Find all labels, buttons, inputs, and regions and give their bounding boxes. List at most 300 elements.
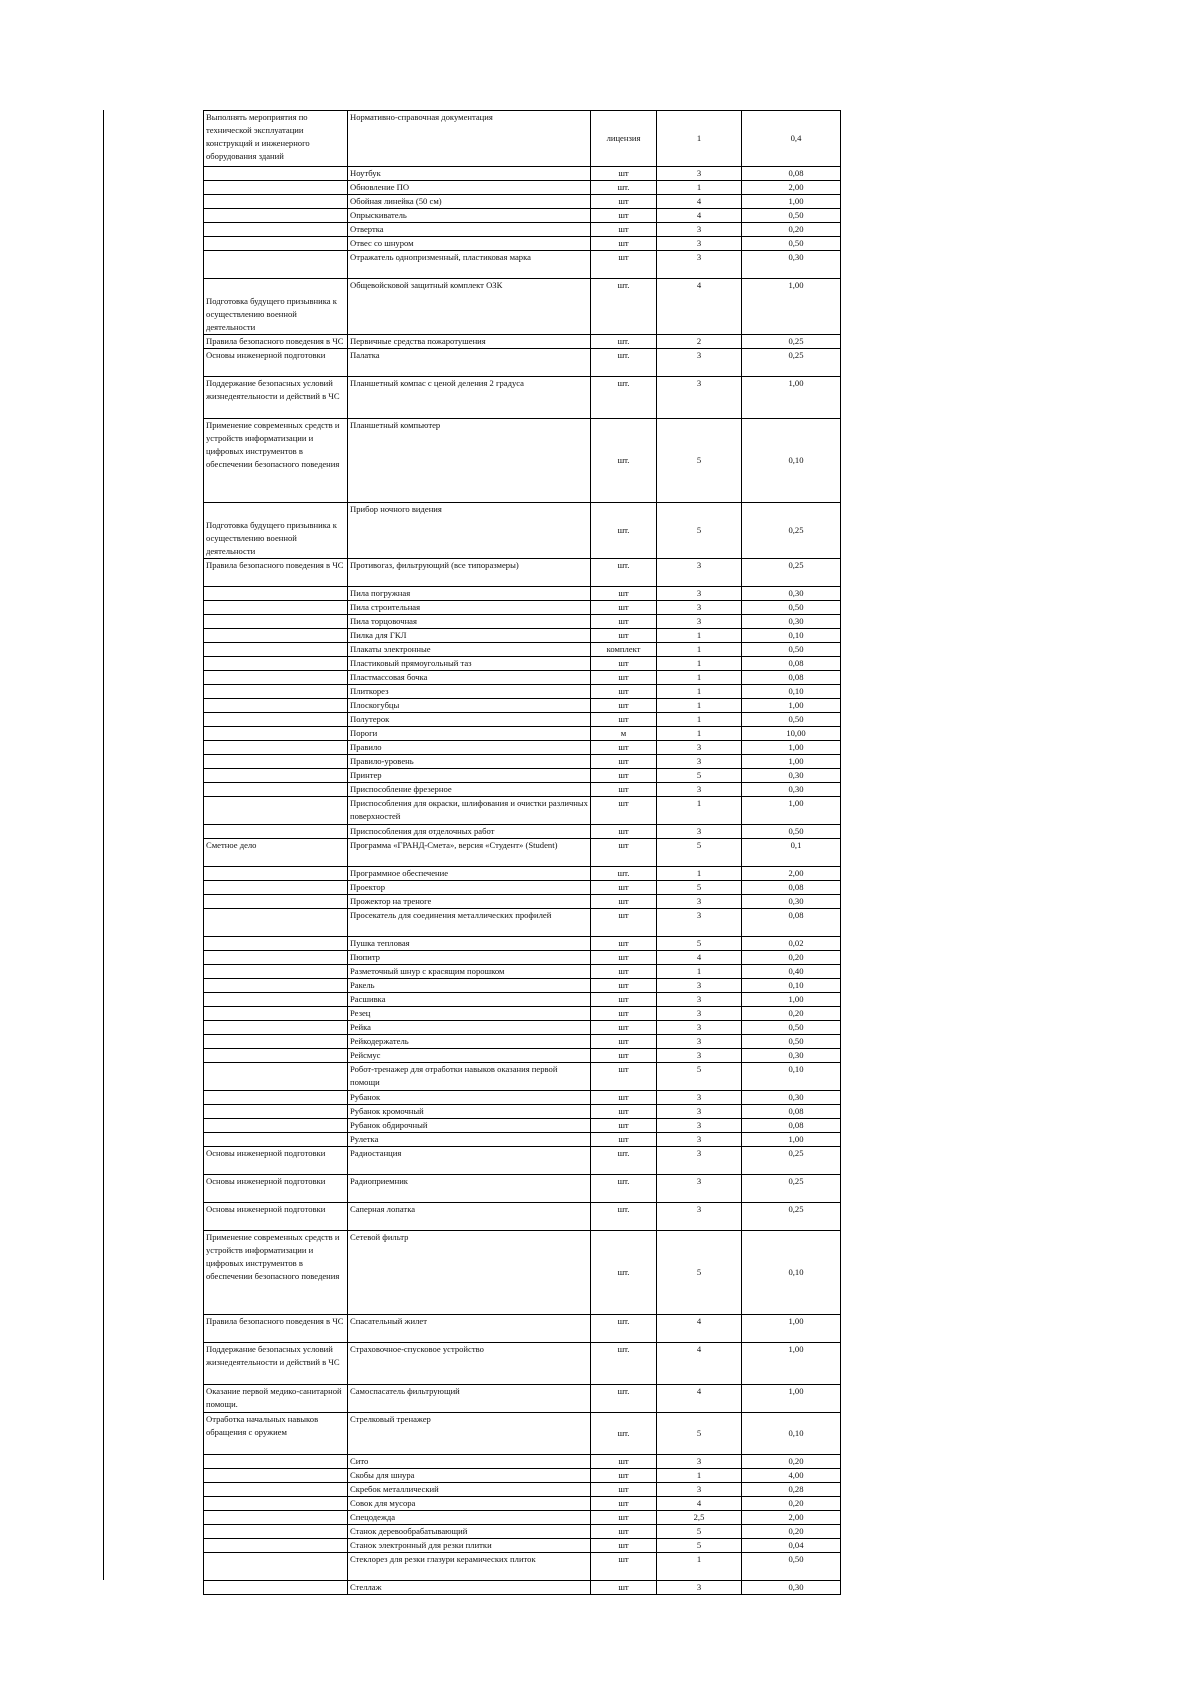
coefficient-cell: 1,00 bbox=[742, 755, 841, 769]
item-name-cell: Правило bbox=[348, 741, 591, 755]
quantity-cell: 5 bbox=[657, 839, 742, 867]
quantity-cell: 4 bbox=[657, 1497, 742, 1511]
item-name-cell: Рубанок bbox=[348, 1091, 591, 1105]
section-cell: Основы инженерной подготовки bbox=[204, 1147, 348, 1175]
item-name-cell: Скобы для шнура bbox=[348, 1469, 591, 1483]
item-name-cell: Программное обеспечение bbox=[348, 867, 591, 881]
coefficient-cell: 0,30 bbox=[742, 251, 841, 279]
section-cell bbox=[204, 895, 348, 909]
quantity-cell: 5 bbox=[657, 1539, 742, 1553]
quantity-cell: 3 bbox=[657, 1091, 742, 1105]
item-name-cell: Правило-уровень bbox=[348, 755, 591, 769]
section-cell: Основы инженерной подготовки bbox=[204, 1203, 348, 1231]
item-name-cell: Станок электронный для резки плитки bbox=[348, 1539, 591, 1553]
table-row bbox=[204, 1539, 841, 1553]
unit-cell: шт. bbox=[591, 279, 657, 335]
coefficient-cell: 0,10 bbox=[742, 1413, 841, 1455]
coefficient-cell: 0,50 bbox=[742, 1035, 841, 1049]
item-name-cell: Противогаз, фильтрующий (все типоразмеры) bbox=[348, 559, 591, 587]
coefficient-cell: 0,50 bbox=[742, 825, 841, 839]
coefficient-cell: 1,00 bbox=[742, 797, 841, 825]
quantity-cell: 3 bbox=[657, 559, 742, 587]
table-row bbox=[204, 111, 841, 167]
item-name-cell: Отражатель однопризменный, пластиковая марка bbox=[348, 251, 591, 279]
unit-cell: шт bbox=[591, 755, 657, 769]
table-row bbox=[204, 1497, 841, 1511]
unit-cell: шт bbox=[591, 1091, 657, 1105]
item-name-cell: Расшивка bbox=[348, 993, 591, 1007]
table-row bbox=[204, 769, 841, 783]
item-name-cell: Совок для мусора bbox=[348, 1497, 591, 1511]
section-cell bbox=[204, 181, 348, 195]
quantity-cell: 3 bbox=[657, 1049, 742, 1063]
item-name-cell: Ноутбук bbox=[348, 167, 591, 181]
coefficient-cell: 0,50 bbox=[742, 643, 841, 657]
item-name-cell: Приспособления для окраски, шлифования и очистки различных поверхностей bbox=[348, 797, 591, 825]
table-row bbox=[204, 909, 841, 937]
item-name-cell: Пила погружная bbox=[348, 587, 591, 601]
section-cell bbox=[204, 237, 348, 251]
unit-cell: шт bbox=[591, 223, 657, 237]
table-row bbox=[204, 503, 841, 559]
table-row bbox=[204, 713, 841, 727]
quantity-cell: 1 bbox=[657, 699, 742, 713]
coefficient-cell: 1,00 bbox=[742, 377, 841, 419]
coefficient-cell: 1,00 bbox=[742, 1385, 841, 1413]
section-cell: Поддержание безопасных условий жизнедеятельности и действий в ЧС bbox=[204, 1343, 348, 1385]
section-cell bbox=[204, 601, 348, 615]
quantity-cell: 1 bbox=[657, 657, 742, 671]
coefficient-cell: 0,25 bbox=[742, 559, 841, 587]
quantity-cell: 3 bbox=[657, 1175, 742, 1203]
quantity-cell: 2,5 bbox=[657, 1511, 742, 1525]
section-cell bbox=[204, 1553, 348, 1581]
item-name-cell: Пороги bbox=[348, 727, 591, 741]
item-name-cell: Планшетный компас с ценой деления 2 градуса bbox=[348, 377, 591, 419]
section-cell bbox=[204, 909, 348, 937]
coefficient-cell: 1,00 bbox=[742, 195, 841, 209]
unit-cell: шт bbox=[591, 1049, 657, 1063]
coefficient-cell: 0,08 bbox=[742, 1119, 841, 1133]
table-row bbox=[204, 1511, 841, 1525]
unit-cell: шт bbox=[591, 251, 657, 279]
coefficient-cell: 0,25 bbox=[742, 1203, 841, 1231]
unit-cell: шт. bbox=[591, 867, 657, 881]
quantity-cell: 1 bbox=[657, 1469, 742, 1483]
item-name-cell: Разметочный шнур с красящим порошком bbox=[348, 965, 591, 979]
table-row bbox=[204, 727, 841, 741]
section-cell bbox=[204, 965, 348, 979]
section-cell bbox=[204, 1497, 348, 1511]
equipment-table bbox=[203, 110, 841, 1595]
quantity-cell: 4 bbox=[657, 951, 742, 965]
quantity-cell: 3 bbox=[657, 1119, 742, 1133]
section-cell bbox=[204, 685, 348, 699]
table-row bbox=[204, 1525, 841, 1539]
quantity-cell: 3 bbox=[657, 1203, 742, 1231]
table-row bbox=[204, 1035, 841, 1049]
quantity-cell: 5 bbox=[657, 503, 742, 559]
coefficient-cell: 0,10 bbox=[742, 629, 841, 643]
item-name-cell: Пластмассовая бочка bbox=[348, 671, 591, 685]
quantity-cell: 3 bbox=[657, 1455, 742, 1469]
table-row bbox=[204, 755, 841, 769]
section-cell bbox=[204, 1469, 348, 1483]
table-row bbox=[204, 1175, 841, 1203]
quantity-cell: 3 bbox=[657, 1581, 742, 1595]
coefficient-cell: 0,25 bbox=[742, 503, 841, 559]
item-name-cell: Опрыскиватель bbox=[348, 209, 591, 223]
quantity-cell: 4 bbox=[657, 1315, 742, 1343]
quantity-cell: 3 bbox=[657, 377, 742, 419]
table-row bbox=[204, 979, 841, 993]
unit-cell: шт. bbox=[591, 559, 657, 587]
table-row bbox=[204, 797, 841, 825]
table-row bbox=[204, 1063, 841, 1091]
section-cell bbox=[204, 671, 348, 685]
section-cell: Правила безопасного поведения в ЧС bbox=[204, 559, 348, 587]
item-name-cell: Рейсмус bbox=[348, 1049, 591, 1063]
table-row bbox=[204, 937, 841, 951]
coefficient-cell: 1,00 bbox=[742, 1315, 841, 1343]
unit-cell: шт bbox=[591, 965, 657, 979]
section-cell bbox=[204, 657, 348, 671]
quantity-cell: 4 bbox=[657, 279, 742, 335]
unit-cell: комплект bbox=[591, 643, 657, 657]
section-cell bbox=[204, 1133, 348, 1147]
item-name-cell: Проектор bbox=[348, 881, 591, 895]
quantity-cell: 3 bbox=[657, 1133, 742, 1147]
quantity-cell: 3 bbox=[657, 237, 742, 251]
table-row bbox=[204, 1553, 841, 1581]
section-cell bbox=[204, 741, 348, 755]
section-cell bbox=[204, 251, 348, 279]
item-name-cell: Рулетка bbox=[348, 1133, 591, 1147]
section-cell bbox=[204, 783, 348, 797]
item-name-cell: Пюпитр bbox=[348, 951, 591, 965]
table-row bbox=[204, 209, 841, 223]
coefficient-cell: 0,10 bbox=[742, 685, 841, 699]
unit-cell: шт bbox=[591, 839, 657, 867]
item-name-cell: Плакаты электронные bbox=[348, 643, 591, 657]
section-cell bbox=[204, 167, 348, 181]
unit-cell: шт bbox=[591, 195, 657, 209]
table-row bbox=[204, 699, 841, 713]
quantity-cell: 1 bbox=[657, 629, 742, 643]
section-cell bbox=[204, 629, 348, 643]
table-row bbox=[204, 1483, 841, 1497]
section-cell: Поддержание безопасных условий жизнедеятельности и действий в ЧС bbox=[204, 377, 348, 419]
quantity-cell: 5 bbox=[657, 419, 742, 503]
quantity-cell: 1 bbox=[657, 685, 742, 699]
item-name-cell: Стеклорез для резки глазури керамических плиток bbox=[348, 1553, 591, 1581]
table-row bbox=[204, 657, 841, 671]
item-name-cell: Рубанок кромочный bbox=[348, 1105, 591, 1119]
coefficient-cell: 1,00 bbox=[742, 699, 841, 713]
quantity-cell: 5 bbox=[657, 1413, 742, 1455]
coefficient-cell: 0,20 bbox=[742, 1007, 841, 1021]
quantity-cell: 3 bbox=[657, 993, 742, 1007]
unit-cell: шт bbox=[591, 741, 657, 755]
section-cell bbox=[204, 1063, 348, 1091]
item-name-cell: Общевойсковой защитный комплект ОЗК bbox=[348, 279, 591, 335]
unit-cell: шт bbox=[591, 671, 657, 685]
unit-cell: шт bbox=[591, 657, 657, 671]
table-row bbox=[204, 741, 841, 755]
section-cell: Подготовка будущего призывника к осуществлению военной деятельности bbox=[204, 279, 348, 335]
quantity-cell: 1 bbox=[657, 727, 742, 741]
section-cell bbox=[204, 727, 348, 741]
section-cell bbox=[204, 643, 348, 657]
coefficient-cell: 1,00 bbox=[742, 279, 841, 335]
coefficient-cell: 0,08 bbox=[742, 671, 841, 685]
unit-cell: шт bbox=[591, 1455, 657, 1469]
coefficient-cell: 2,00 bbox=[742, 181, 841, 195]
section-cell bbox=[204, 1119, 348, 1133]
item-name-cell: Скребок металлический bbox=[348, 1483, 591, 1497]
section-cell bbox=[204, 1007, 348, 1021]
unit-cell: шт bbox=[591, 909, 657, 937]
table-row bbox=[204, 335, 841, 349]
quantity-cell: 3 bbox=[657, 601, 742, 615]
unit-cell: шт bbox=[591, 937, 657, 951]
table-row bbox=[204, 1021, 841, 1035]
table-row bbox=[204, 881, 841, 895]
table-row bbox=[204, 1091, 841, 1105]
section-cell bbox=[204, 1511, 348, 1525]
unit-cell: шт bbox=[591, 951, 657, 965]
coefficient-cell: 0,20 bbox=[742, 1525, 841, 1539]
item-name-cell: Радиостанция bbox=[348, 1147, 591, 1175]
quantity-cell: 3 bbox=[657, 251, 742, 279]
section-cell bbox=[204, 587, 348, 601]
unit-cell: шт. bbox=[591, 1343, 657, 1385]
item-name-cell: Плиткорез bbox=[348, 685, 591, 699]
coefficient-cell: 0,50 bbox=[742, 1553, 841, 1581]
quantity-cell: 3 bbox=[657, 349, 742, 377]
section-cell bbox=[204, 993, 348, 1007]
table-row bbox=[204, 1231, 841, 1315]
unit-cell: шт. bbox=[591, 1413, 657, 1455]
section-cell: Применение современных средств и устройств информатизации и цифровых инструментов в обеспечении безопасного поведения bbox=[204, 1231, 348, 1315]
quantity-cell: 1 bbox=[657, 111, 742, 167]
coefficient-cell: 1,00 bbox=[742, 1133, 841, 1147]
quantity-cell: 3 bbox=[657, 979, 742, 993]
table-row bbox=[204, 1147, 841, 1175]
unit-cell: шт bbox=[591, 881, 657, 895]
table-row bbox=[204, 643, 841, 657]
coefficient-cell: 0,28 bbox=[742, 1483, 841, 1497]
coefficient-cell: 0,4 bbox=[742, 111, 841, 167]
coefficient-cell: 0,08 bbox=[742, 881, 841, 895]
coefficient-cell: 0,25 bbox=[742, 1147, 841, 1175]
section-cell: Основы инженерной подготовки bbox=[204, 1175, 348, 1203]
section-cell: Сметное дело bbox=[204, 839, 348, 867]
unit-cell: шт bbox=[591, 1035, 657, 1049]
coefficient-cell: 0,30 bbox=[742, 783, 841, 797]
unit-cell: шт bbox=[591, 699, 657, 713]
quantity-cell: 4 bbox=[657, 195, 742, 209]
coefficient-cell: 0,30 bbox=[742, 615, 841, 629]
quantity-cell: 3 bbox=[657, 1147, 742, 1175]
coefficient-cell: 0,08 bbox=[742, 909, 841, 937]
unit-cell: шт. bbox=[591, 1203, 657, 1231]
unit-cell: шт bbox=[591, 615, 657, 629]
section-cell: Применение современных средств и устройств информатизации и цифровых инструментов в обеспечении безопасного поведения bbox=[204, 419, 348, 503]
section-cell bbox=[204, 615, 348, 629]
unit-cell: шт bbox=[591, 1007, 657, 1021]
coefficient-cell: 0,20 bbox=[742, 223, 841, 237]
table-row bbox=[204, 1343, 841, 1385]
unit-cell: шт bbox=[591, 685, 657, 699]
unit-cell: шт. bbox=[591, 335, 657, 349]
section-cell bbox=[204, 1021, 348, 1035]
quantity-cell: 5 bbox=[657, 937, 742, 951]
item-name-cell: Приспособления для отделочных работ bbox=[348, 825, 591, 839]
coefficient-cell: 0,20 bbox=[742, 1497, 841, 1511]
quantity-cell: 4 bbox=[657, 209, 742, 223]
table-row bbox=[204, 685, 841, 699]
item-name-cell: Пила строительная bbox=[348, 601, 591, 615]
unit-cell: шт bbox=[591, 1021, 657, 1035]
quantity-cell: 1 bbox=[657, 671, 742, 685]
table-row bbox=[204, 1049, 841, 1063]
section-cell bbox=[204, 937, 348, 951]
table-row bbox=[204, 1469, 841, 1483]
coefficient-cell: 0,1 bbox=[742, 839, 841, 867]
table-row bbox=[204, 965, 841, 979]
item-name-cell: Сито bbox=[348, 1455, 591, 1469]
quantity-cell: 2 bbox=[657, 335, 742, 349]
item-name-cell: Резец bbox=[348, 1007, 591, 1021]
unit-cell: шт. bbox=[591, 1385, 657, 1413]
unit-cell: шт bbox=[591, 587, 657, 601]
table-row bbox=[204, 251, 841, 279]
table-row bbox=[204, 377, 841, 419]
table-row bbox=[204, 895, 841, 909]
table-row bbox=[204, 951, 841, 965]
item-name-cell: Пилка для ГКЛ bbox=[348, 629, 591, 643]
item-name-cell: Робот-тренажер для отработки навыков оказания первой помощи bbox=[348, 1063, 591, 1091]
section-cell bbox=[204, 797, 348, 825]
unit-cell: шт bbox=[591, 895, 657, 909]
item-name-cell: Пила торцовочная bbox=[348, 615, 591, 629]
coefficient-cell: 1,00 bbox=[742, 741, 841, 755]
table-row bbox=[204, 1455, 841, 1469]
item-name-cell: Отвертка bbox=[348, 223, 591, 237]
section-cell bbox=[204, 195, 348, 209]
item-name-cell: Полутерок bbox=[348, 713, 591, 727]
table-row bbox=[204, 783, 841, 797]
unit-cell: шт bbox=[591, 1539, 657, 1553]
unit-cell: шт bbox=[591, 769, 657, 783]
unit-cell: шт bbox=[591, 1063, 657, 1091]
coefficient-cell: 0,20 bbox=[742, 1455, 841, 1469]
unit-cell: шт bbox=[591, 1497, 657, 1511]
section-cell bbox=[204, 979, 348, 993]
unit-cell: шт. bbox=[591, 419, 657, 503]
section-cell bbox=[204, 825, 348, 839]
coefficient-cell: 0,50 bbox=[742, 237, 841, 251]
table-row bbox=[204, 601, 841, 615]
unit-cell: шт bbox=[591, 713, 657, 727]
section-cell bbox=[204, 1525, 348, 1539]
table-row bbox=[204, 839, 841, 867]
table-row bbox=[204, 279, 841, 335]
section-cell: Основы инженерной подготовки bbox=[204, 349, 348, 377]
table-row bbox=[204, 167, 841, 181]
table-row bbox=[204, 615, 841, 629]
quantity-cell: 3 bbox=[657, 167, 742, 181]
quantity-cell: 5 bbox=[657, 1525, 742, 1539]
unit-cell: шт bbox=[591, 1105, 657, 1119]
coefficient-cell: 0,50 bbox=[742, 713, 841, 727]
quantity-cell: 4 bbox=[657, 1343, 742, 1385]
unit-cell: шт bbox=[591, 1525, 657, 1539]
quantity-cell: 3 bbox=[657, 1105, 742, 1119]
table-row bbox=[204, 349, 841, 377]
item-name-cell: Саперная лопатка bbox=[348, 1203, 591, 1231]
table-row bbox=[204, 867, 841, 881]
item-name-cell: Планшетный компьютер bbox=[348, 419, 591, 503]
table-row bbox=[204, 671, 841, 685]
item-name-cell: Самоспасатель фильтрующий bbox=[348, 1385, 591, 1413]
unit-cell: шт. bbox=[591, 349, 657, 377]
unit-cell: шт bbox=[591, 1553, 657, 1581]
quantity-cell: 3 bbox=[657, 1007, 742, 1021]
coefficient-cell: 0,30 bbox=[742, 1049, 841, 1063]
table-row bbox=[204, 1105, 841, 1119]
unit-cell: шт bbox=[591, 1581, 657, 1595]
quantity-cell: 3 bbox=[657, 615, 742, 629]
table-row bbox=[204, 629, 841, 643]
coefficient-cell: 0,30 bbox=[742, 769, 841, 783]
section-cell bbox=[204, 209, 348, 223]
item-name-cell: Рейка bbox=[348, 1021, 591, 1035]
unit-cell: шт. bbox=[591, 1315, 657, 1343]
quantity-cell: 3 bbox=[657, 741, 742, 755]
item-name-cell: Радиоприемник bbox=[348, 1175, 591, 1203]
table-row bbox=[204, 1007, 841, 1021]
quantity-cell: 1 bbox=[657, 643, 742, 657]
unit-cell: шт bbox=[591, 1483, 657, 1497]
unit-cell: шт bbox=[591, 1133, 657, 1147]
table-row bbox=[204, 1203, 841, 1231]
unit-cell: шт bbox=[591, 237, 657, 251]
item-name-cell: Прибор ночного видения bbox=[348, 503, 591, 559]
section-cell bbox=[204, 1049, 348, 1063]
section-cell bbox=[204, 1035, 348, 1049]
coefficient-cell: 0,30 bbox=[742, 1581, 841, 1595]
coefficient-cell: 0,10 bbox=[742, 419, 841, 503]
coefficient-cell: 0,50 bbox=[742, 601, 841, 615]
coefficient-cell: 1,00 bbox=[742, 1343, 841, 1385]
item-name-cell: Ракель bbox=[348, 979, 591, 993]
quantity-cell: 3 bbox=[657, 1021, 742, 1035]
quantity-cell: 1 bbox=[657, 1553, 742, 1581]
quantity-cell: 3 bbox=[657, 895, 742, 909]
section-cell: Правила безопасного поведения в ЧС bbox=[204, 1315, 348, 1343]
item-name-cell: Программа «ГРАНД-Смета», версия «Студент» (Student) bbox=[348, 839, 591, 867]
item-name-cell: Пушка тепловая bbox=[348, 937, 591, 951]
section-cell: Оказание первой медико-санитарной помощи. bbox=[204, 1385, 348, 1413]
quantity-cell: 3 bbox=[657, 755, 742, 769]
section-cell bbox=[204, 755, 348, 769]
unit-cell: шт. bbox=[591, 503, 657, 559]
unit-cell: лицензия bbox=[591, 111, 657, 167]
unit-cell: шт bbox=[591, 1469, 657, 1483]
section-cell bbox=[204, 1105, 348, 1119]
